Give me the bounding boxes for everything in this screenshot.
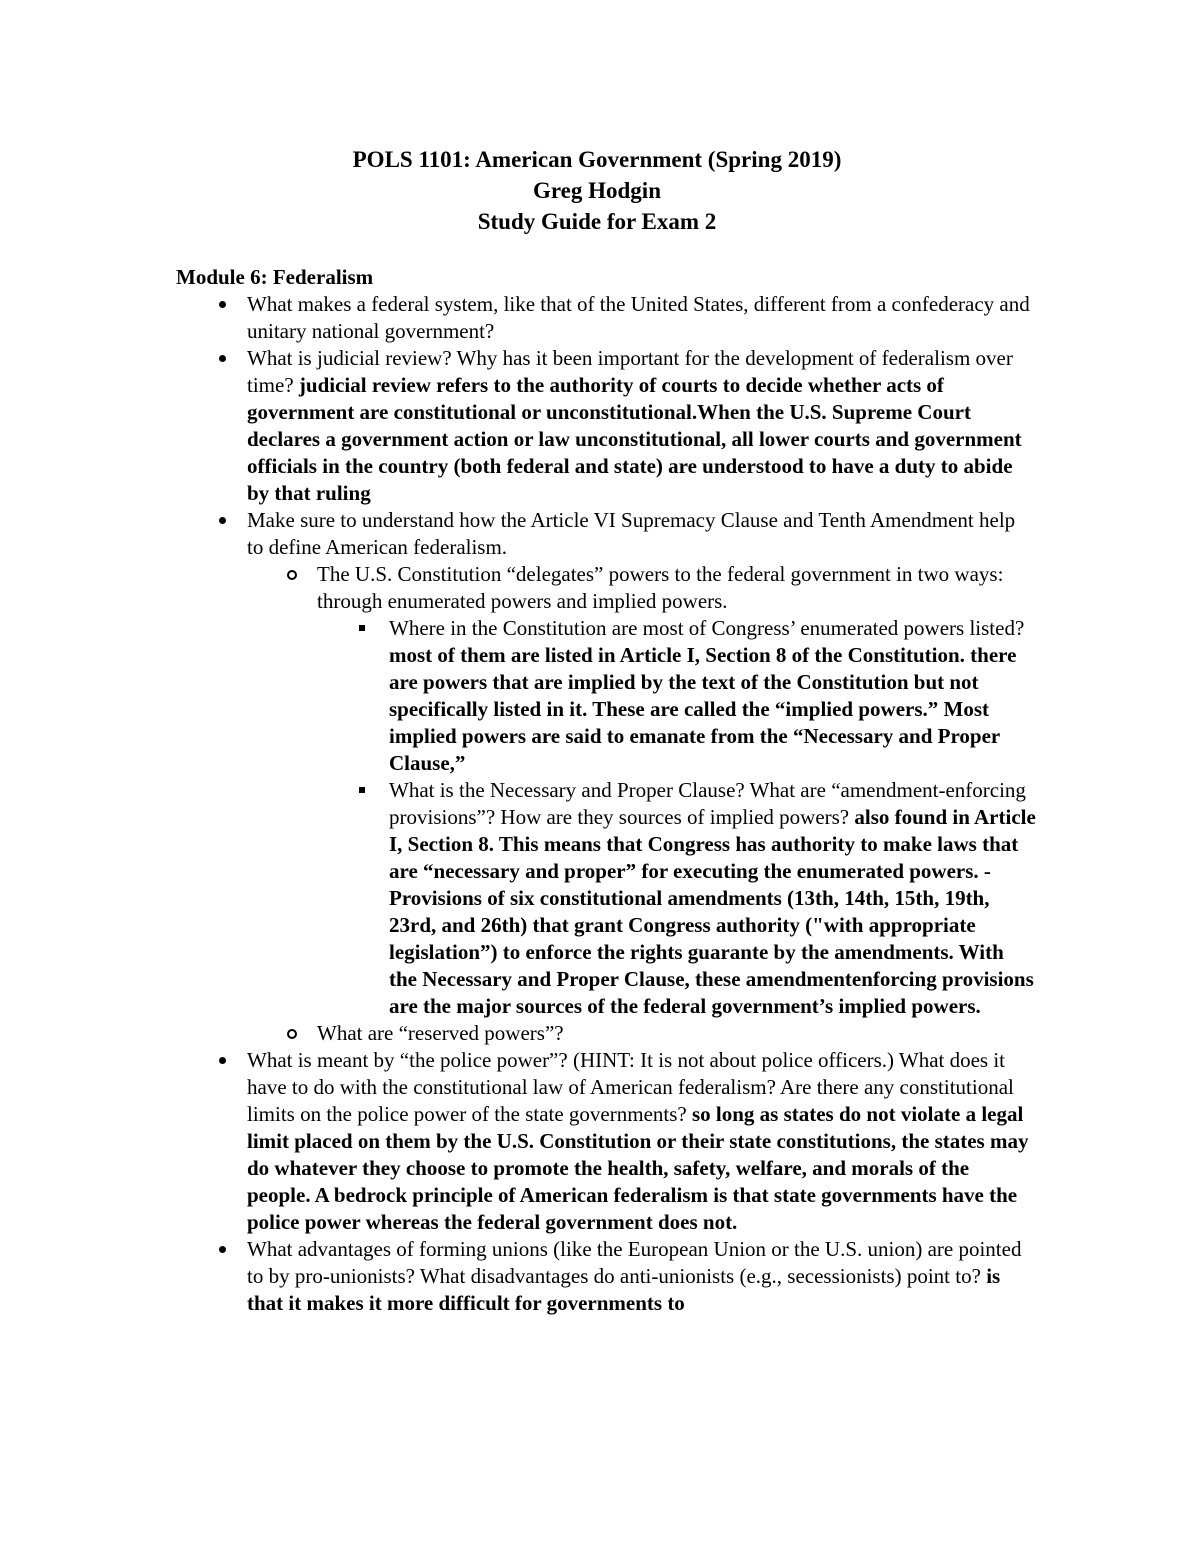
list-item [176, 1236, 1036, 1317]
list-item [176, 1047, 1036, 1236]
document-page [176, 144, 1036, 1317]
bullet-square-icon [352, 615, 372, 642]
guide-title: Study Guide for Exam 2 [477, 209, 717, 234]
sub-list-item [247, 561, 1036, 1020]
answer-text: most of them are listed in Article I, Section 8 of the Constitution. there are powers that are implied by the text of the Constitution but not specifically listed in it. These are called the “implied powers.” Most implied powers are said to emanate from the “Necessary and Proper Clause,” [389, 643, 1017, 775]
list-item [176, 507, 1036, 1047]
sub-sub-list-item [317, 615, 1036, 777]
question-text: What makes a federal system, like that of the United States, different from a confederacy and unitary national government? [247, 292, 1030, 343]
question-text: Make sure to understand how the Article VI Supremacy Clause and Tenth Amendment help to define American federalism. [247, 508, 1016, 559]
list-item [176, 345, 1036, 507]
bullet-dot-icon [212, 345, 232, 372]
module-title: Federalism [272, 265, 374, 289]
question-list [176, 291, 1036, 1317]
answer-text: also found in Article I, Section 8. This means that Congress has authority to make laws that are “necessary and proper” for executing the enumerated powers. -Provisions of six constitutional amendments (13th, 14th, 15th, 19th, 23rd, and 26th) that grant Congress authority ("with appropriate legislation”) to enforce the rights guarante by the amendments. With the Necessary and Proper Clause, these amendmentenforcing provisions are the major sources of the federal government’s implied powers. [389, 805, 1036, 1018]
answer-text: is that it makes it more difficult for governments to [247, 1264, 1001, 1315]
sub-list-item [247, 1020, 1036, 1047]
question-text: What advantages of forming unions (like the European Union or the U.S. union) are pointed to by pro-unionists? What disadvantages do anti-unionists (e.g., secessionists) point to? [247, 1237, 1022, 1288]
sub-sub-list-item [317, 777, 1036, 1020]
sub-item-text: The U.S. Constitution “delegates” powers to the federal government in two ways: through enumerated powers and implied powers. [317, 562, 1004, 613]
module-heading: Module 6: Federalism [176, 265, 374, 289]
bullet-circle-icon [282, 1020, 302, 1047]
sub-item-text: What are “reserved powers”? [317, 1021, 564, 1045]
answer-text: so long as states do not violate a legal limit placed on them by the U.S. Constitution or their state constitutions, the states may do whatever they choose to promote the health, safety, welfare, and morals of the people. A bedrock principle of American federalism is that state governments have the police power whereas the federal government does not. [247, 1102, 1029, 1234]
instructor-name: Greg Hodgin [532, 178, 661, 203]
question-text: Where in the Constitution are most of Congress’ enumerated powers listed? [389, 616, 1025, 640]
bullet-dot-icon [212, 1047, 232, 1074]
bullet-dot-icon [212, 291, 232, 318]
question-text: What is the Necessary and Proper Clause? What are “amendment-enforcing provisions”? How are they sources of implied powers? [389, 778, 1026, 829]
question-text: What is judicial review? Why has it been important for the development of federalism over time? [247, 346, 1013, 397]
bullet-square-icon [352, 777, 372, 804]
sub-list [247, 561, 1036, 1047]
course-title: POLS 1101: American Government (Spring 2019) [352, 147, 842, 172]
answer-text: judicial review refers to the authority of courts to decide whether acts of government are constitutional or unconstitutional.When the U.S. Supreme Court declares a government action or law unconstitutional, all lower courts and government officials in the country (both federal and state) are understood to have a duty to abide by that ruling [247, 373, 1022, 505]
bullet-dot-icon [212, 507, 232, 534]
bullet-dot-icon [212, 1236, 232, 1263]
list-item [176, 291, 1036, 345]
question-text: What is meant by “the police power”? (HINT: It is not about police officers.) What does it have to do with the constitutional law of American federalism? Are there any constitutional limits on the police power of the state governments? [247, 1048, 1014, 1126]
document-header [176, 144, 1036, 237]
bullet-circle-icon [282, 561, 302, 588]
module-label: Module 6 [176, 265, 261, 289]
sub-sub-list [317, 615, 1036, 1020]
